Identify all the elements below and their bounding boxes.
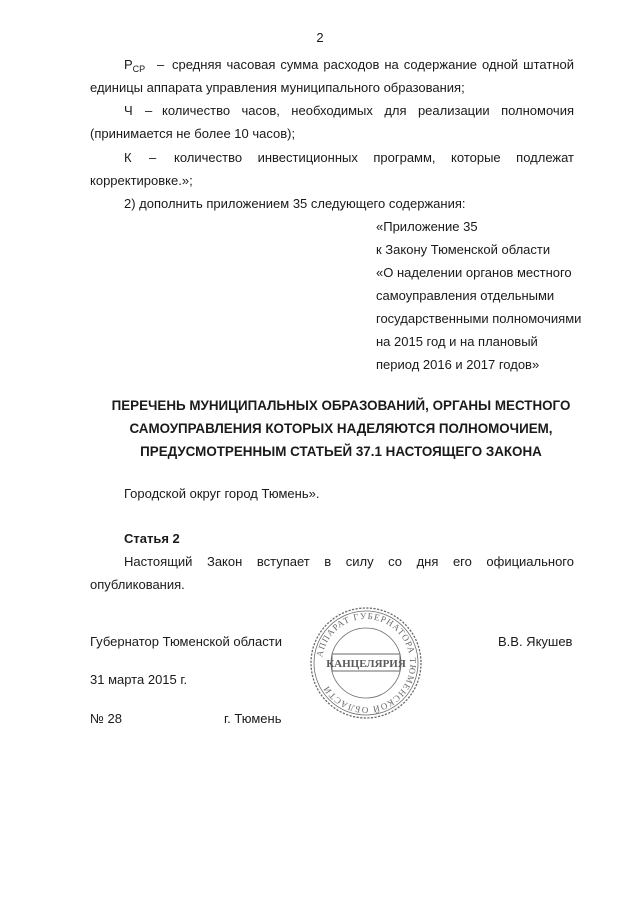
page-number: 2 [316, 30, 324, 45]
office-stamp [308, 605, 424, 721]
appendix-header-line: государственными полномочиями [376, 311, 582, 326]
stamp-ring-text: АППАРАТ ГУБЕРНАТОРА ТЮМЕНСКОЙ ОБЛАСТИ [314, 610, 419, 716]
definition-k-dash: – [149, 150, 157, 165]
municipality-entry: Городской округ город Тюмень». [124, 486, 320, 501]
item-2-text: 2) дополнить приложением 35 следующего содержания: [124, 196, 466, 211]
appendix-header-line: на 2015 год и на плановый [376, 334, 538, 349]
appendix-header-line: «Приложение 35 [376, 219, 478, 234]
governor-name: В.В. Якушев [498, 634, 573, 649]
definition-ch-symbol: Ч [124, 103, 133, 118]
definition-k-symbol: К [124, 150, 132, 165]
definition-rcp-symbol: $P_{CP}$ [124, 57, 146, 74]
definition-rcp-dash: – [157, 57, 165, 72]
definition-k-text-line2: корректировке.»; [90, 173, 193, 188]
article-2-text-line2: опубликования. [90, 577, 185, 592]
law-date: 31 марта 2015 г. [90, 672, 188, 687]
definition-rcp-text-line1: средняя часовая сумма расходов на содержание одной штатной [172, 57, 574, 72]
governor-position: Губернатор Тюменской области [90, 634, 282, 649]
law-city: г. Тюмень [224, 711, 282, 726]
list-title-line: ПЕРЕЧЕНЬ МУНИЦИПАЛЬНЫХ ОБРАЗОВАНИЙ, ОРГАНЫ МЕСТНОГО [111, 398, 571, 413]
definition-ch-dash: – [145, 103, 153, 118]
appendix-header-line: к Закону Тюменской области [376, 242, 551, 257]
article-2-text-line1: Настоящий Закон вступает в силу со дня его официального [124, 554, 574, 569]
law-number: № 28 [90, 711, 123, 726]
article-2-heading: Статья 2 [124, 531, 180, 546]
appendix-header-line: период 2016 и 2017 годов» [376, 357, 540, 372]
stamp-center-text: КАНЦЕЛЯРИЯ [326, 658, 406, 670]
definition-ch-text-line1: количество часов, необходимых для реализации полномочия [162, 103, 574, 118]
appendix-header-line: самоуправления отдельными [376, 288, 555, 303]
list-title-line: САМОУПРАВЛЕНИЯ КОТОРЫХ НАДЕЛЯЮТСЯ ПОЛНОМОЧИЕМ, [129, 421, 553, 436]
definition-ch-text-line2: (принимается не более 10 часов); [90, 126, 296, 141]
definition-k-text-line1: количество инвестиционных программ, которые подлежат [174, 150, 574, 165]
appendix-header-line: «О наделении органов местного [376, 265, 572, 280]
list-title-line: ПРЕДУСМОТРЕННЫМ СТАТЬЕЙ 37.1 НАСТОЯЩЕГО ЗАКОНА [140, 444, 542, 459]
definition-rcp-text-line2: единицы аппарата управления муниципального образования; [90, 80, 465, 95]
